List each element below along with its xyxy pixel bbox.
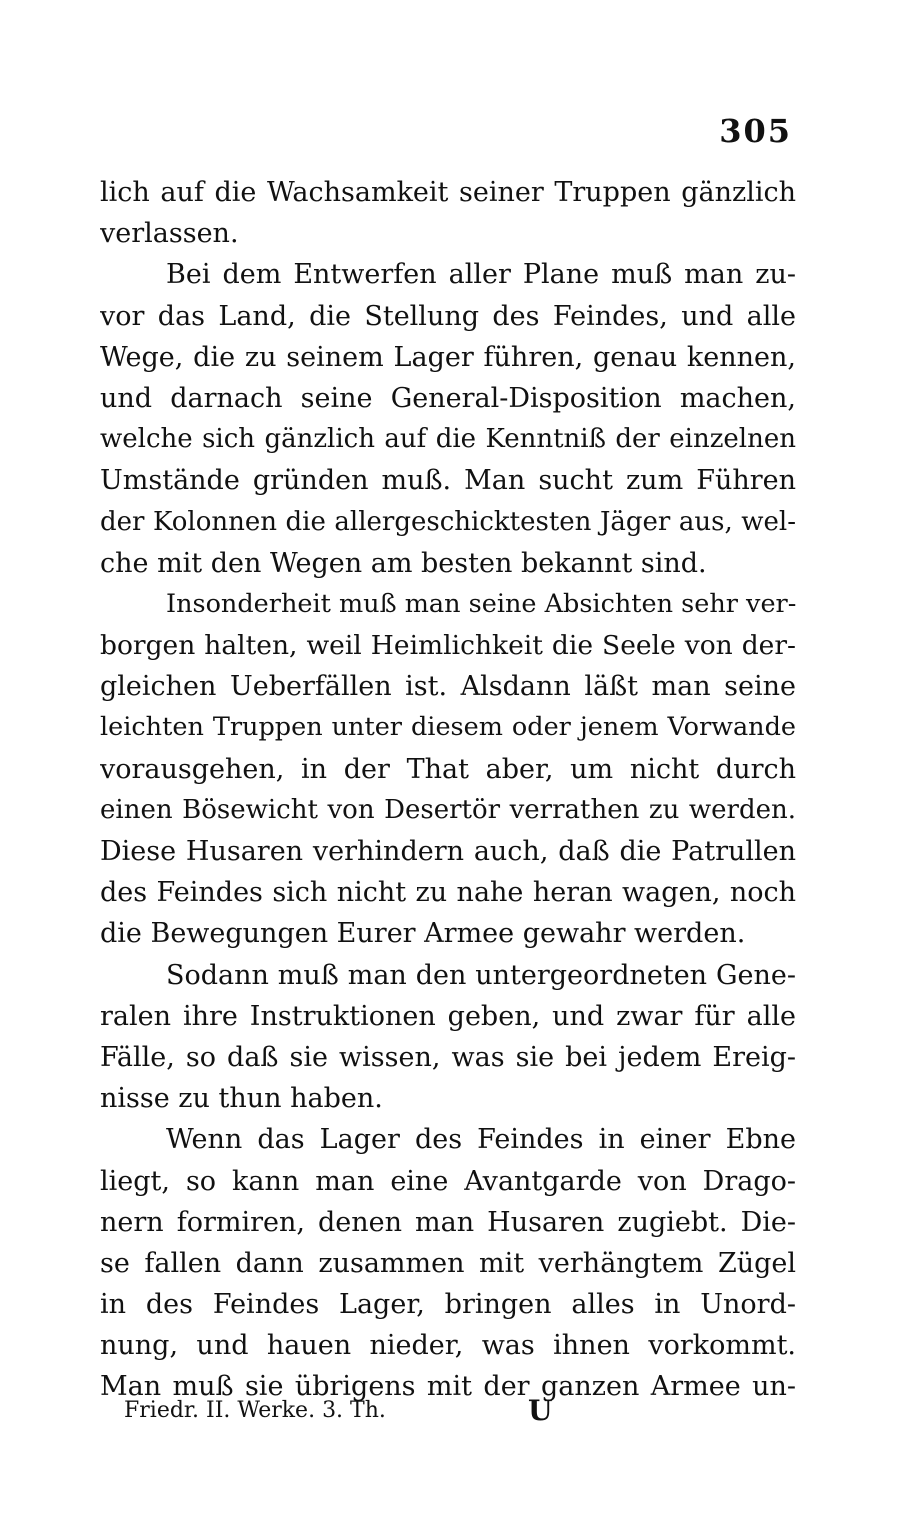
text-line: Umstände gründen muß. Man sucht zum Führen <box>100 465 796 497</box>
text-line: Fälle, so daß sie wissen, was sie bei jedem Ereig- <box>100 1041 796 1073</box>
text-line: die Bewegungen Eurer Armee gewahr werden. <box>100 918 746 950</box>
text-line: in des Feindes Lager, bringen alles in Unord- <box>100 1289 796 1321</box>
text-line: gleichen Ueberfällen ist. Alsdann läßt man seine <box>100 671 796 703</box>
text-line: ralen ihre Instruktionen geben, und zwar für alle <box>100 1000 796 1032</box>
text-line: nung, und hauen nieder, was ihnen vorkommt. <box>100 1330 796 1362</box>
text-line: Diese Husaren verhindern auch, daß die Patrullen <box>100 836 796 867</box>
text-line: liegt, so kann man eine Avantgarde von Drago- <box>100 1165 796 1197</box>
text-line: nisse zu thun haben. <box>100 1083 383 1115</box>
text-line: welche sich gänzlich auf die Kenntniß der einzelnen <box>100 424 796 455</box>
text-line: Wenn das Lager des Feindes in einer Ebne <box>166 1124 796 1156</box>
text-line: che mit den Wegen am besten bekannt sind. <box>100 547 707 579</box>
text-line: vor das Land, die Stellung des Feindes, und alle <box>100 300 796 332</box>
text-line: Sodann muß man den untergeordneten Gene- <box>166 959 796 991</box>
text-line: der Kolonnen die allergeschicktesten Jäger aus, wel- <box>100 506 796 537</box>
text-line: Man muß sie übrigens mit der ganzen Armee un- <box>100 1371 796 1403</box>
text-line: verlassen. <box>100 218 239 250</box>
text-line: nern formiren, denen man Husaren zugiebt. Die- <box>100 1206 796 1238</box>
text-line: lich auf die Wachsamkeit seiner Truppen gänzlich <box>100 177 796 208</box>
text-line: se fallen dann zusammen mit verhängtem Zügel <box>100 1247 796 1279</box>
text-line: Bei dem Entwerfen aller Plane muß man zu- <box>166 259 796 291</box>
page-footer <box>0 1394 900 1438</box>
text-line: einen Bösewicht von Desertör verrathen zu werden. <box>100 794 796 825</box>
text-line: und darnach seine General-Disposition machen, <box>100 382 796 414</box>
sheet-mark: U <box>528 1394 553 1427</box>
page-number: 305 <box>719 112 792 150</box>
text-line: Insonderheit muß man seine Absichten sehr ver- <box>166 588 796 619</box>
footer-signature: Friedr. II. Werke. 3. Th. <box>124 1398 386 1423</box>
text-line: des Feindes sich nicht zu nahe heran wagen, noch <box>100 877 796 909</box>
text-line: leichten Truppen unter diesem oder jenem Vorwande <box>100 712 796 743</box>
body-text <box>100 172 796 1408</box>
text-line: vorausgehen, in der That aber, um nicht durch <box>100 753 796 785</box>
text-line: borgen halten, weil Heimlichkeit die Seele von der- <box>100 630 796 662</box>
text-line: Wege, die zu seinem Lager führen, genau kennen, <box>100 341 796 373</box>
